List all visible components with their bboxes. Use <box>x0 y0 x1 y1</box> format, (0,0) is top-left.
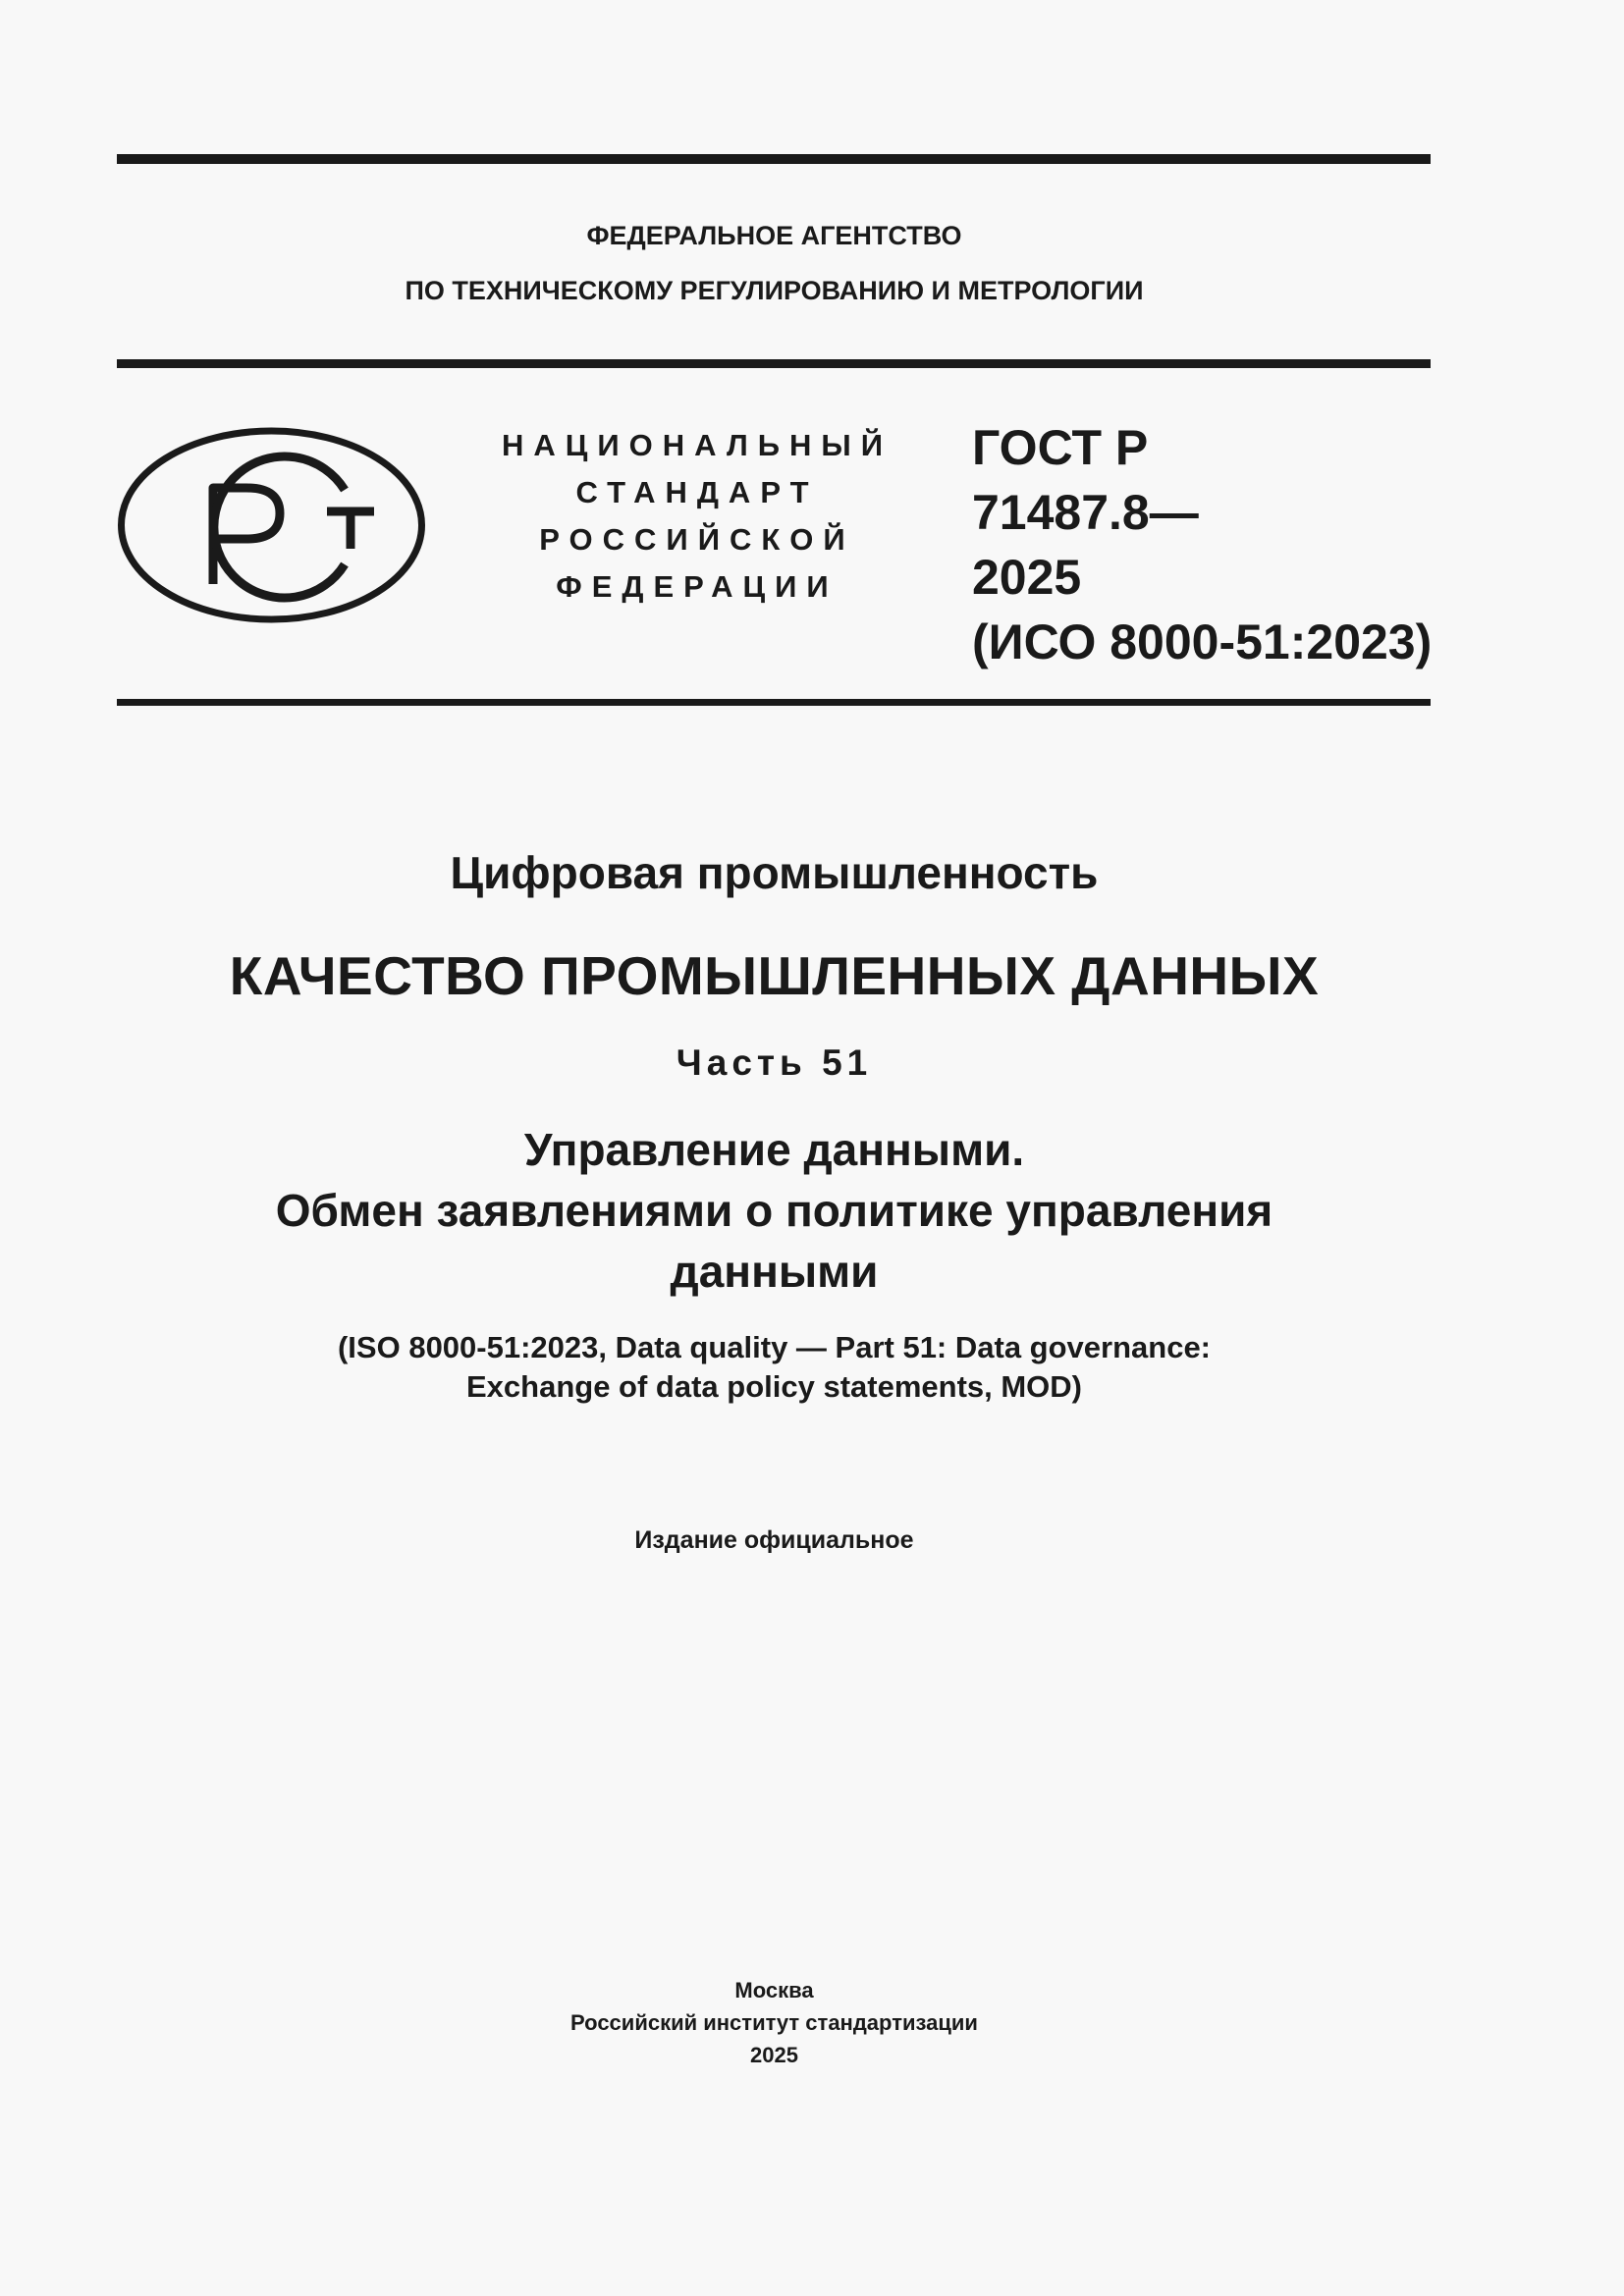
national-standard-line1: НАЦИОНАЛЬНЫЙ <box>501 428 893 462</box>
designation-rule <box>117 699 1431 706</box>
rst-logo-icon <box>117 427 426 623</box>
national-standard-label <box>491 422 903 611</box>
part-number: Часть 51 <box>676 1042 873 1083</box>
series-title: Цифровая промышленность <box>450 847 1099 898</box>
standard-designation <box>972 415 1432 674</box>
imprint-year: 2025 <box>750 2043 798 2067</box>
agency-name-line1: ФЕДЕРАЛЬНОЕ АГЕНТСТВО <box>586 221 962 250</box>
designation-line3: 2025 <box>972 550 1082 605</box>
designation-line1: ГОСТ Р <box>972 420 1149 475</box>
national-standard-line4: ФЕДЕРАЦИИ <box>556 569 839 604</box>
main-title: КАЧЕСТВО ПРОМЫШЛЕННЫХ ДАННЫХ <box>229 945 1320 1006</box>
designation-line2: 71487.8— <box>972 485 1199 540</box>
national-standard-line2: СТАНДАРТ <box>575 475 819 509</box>
iso-reference <box>0 1328 1548 1407</box>
imprint-publisher: Российский институт стандартизации <box>570 2010 978 2035</box>
national-standard-line3: РОССИЙСКОЙ <box>539 522 855 557</box>
iso-reference-line1: (ISO 8000-51:2023, Data quality — Part 51: Data governance: <box>337 1330 1212 1364</box>
subtitle <box>0 1119 1548 1302</box>
subtitle-line3: данными <box>670 1246 879 1297</box>
imprint-city: Москва <box>734 1978 814 2002</box>
header-rule <box>117 359 1431 368</box>
imprint <box>0 1974 1548 2071</box>
designation-line4: (ИСО 8000-51:2023) <box>972 614 1433 669</box>
iso-reference-line2: Exchange of data policy statements, MOD) <box>465 1369 1083 1404</box>
agency-name-line2: ПО ТЕХНИЧЕСКОМУ РЕГУЛИРОВАНИЮ И МЕТРОЛОГИИ <box>405 276 1144 305</box>
subtitle-line1: Управление данными. <box>523 1124 1025 1175</box>
edition-label: Издание официальное <box>634 1526 914 1554</box>
top-rule <box>117 154 1431 164</box>
subtitle-line2: Обмен заявлениями о политике управления <box>275 1185 1273 1236</box>
